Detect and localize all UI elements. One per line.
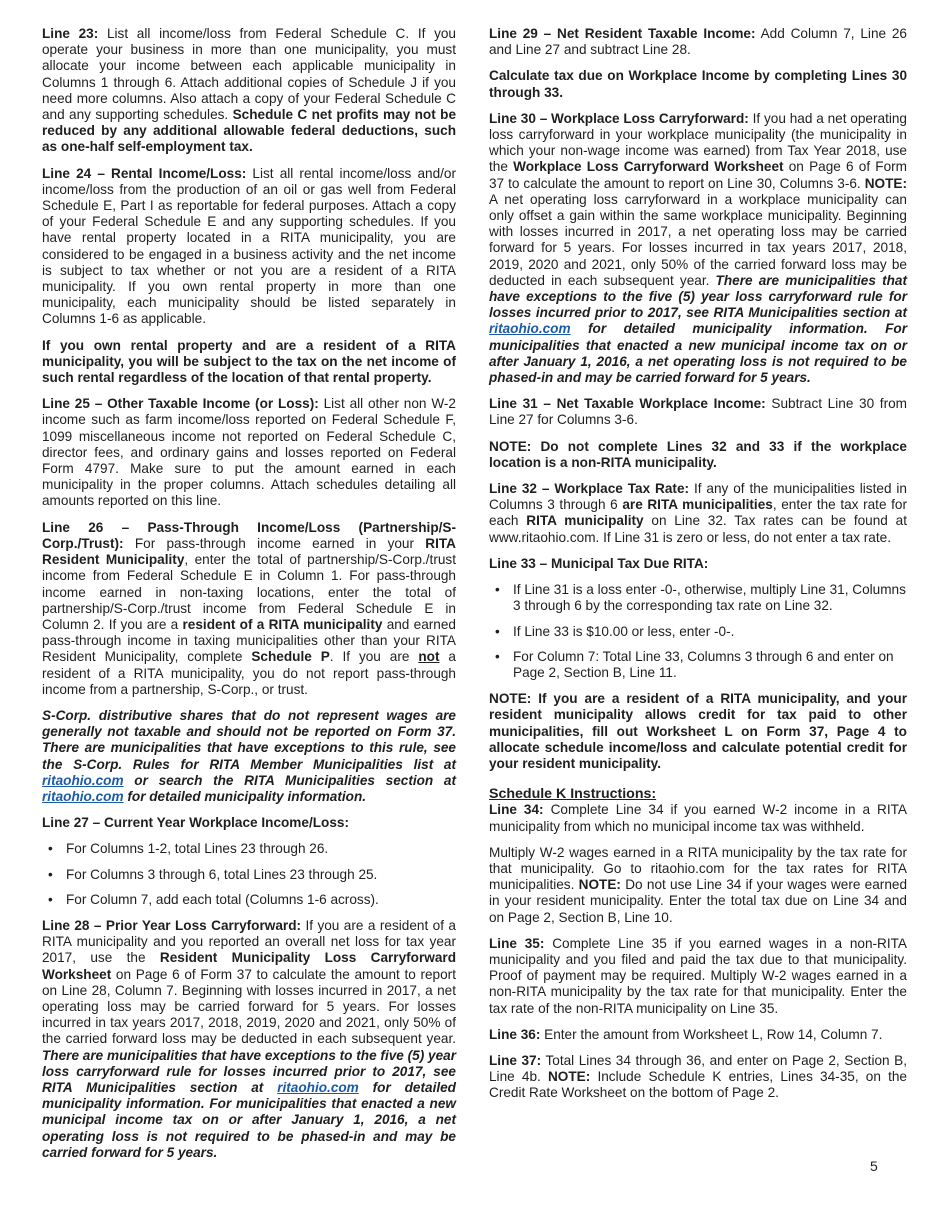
line-34-heading: Line 34:: [489, 802, 544, 818]
line-36-text: Enter the amount from Worksheet L, Row 14, Column 7.: [544, 1026, 883, 1042]
line-23-heading: Line 23:: [42, 26, 99, 41]
list-item: • For Column 7: Total Line 33, Columns 3 through 6 and enter on Page 2, Section B, Line 11.: [489, 649, 907, 681]
list-item: • If Line 31 is a loss enter -0-, otherwise, multiply Line 31, Columns 3 through 6 by the corresponding tax rate on Line 32.: [489, 582, 907, 614]
ritaohio-link-1[interactable]: ritaohio.com: [42, 772, 124, 788]
line-25-text: List all other non W-2 income such as farm income/loss reported on Federal Schedule F, 1099 miscellaneous income not reported on Federal Schedule C, director fees, and ordinary gains and losses reported on Federal Form 4797. Make sure to put the amount earned in each municipality in the proper columns. Attach schedules detailing all amounts reported on this line.: [42, 396, 456, 509]
line-31-paragraph: [489, 396, 907, 428]
line-32-text-1: If any of the municipalities listed in Columns 3 through 6: [489, 481, 907, 513]
calculate-tax-note: Calculate tax due on Workplace Income by completing Lines 30 through 33.: [489, 68, 907, 100]
list-item: • For Column 7, add each total (Columns 1-6 across).: [42, 892, 456, 908]
scorp-text-1: S-Corp. distributive shares that do not represent wages are generally not taxable and should not be reported on Form 37. There are municipalities that have exceptions to this rule, see the S-Corp. Rules for RITA Member Municipalities list at: [42, 707, 456, 772]
line-26-text-1: For pass-through income earned in your: [134, 535, 415, 551]
list-item: • For Columns 1-2, total Lines 23 through 26.: [42, 841, 456, 857]
rental-property-note: If you own rental property and are a resident of a RITA municipality, you will be subject to the tax on the net income of such rental regardless of the location of that rental property.: [42, 337, 456, 386]
line-26-bold-2: resident of a RITA municipality: [182, 616, 383, 632]
right-column: [489, 26, 907, 1112]
ritaohio-link-3[interactable]: ritaohio.com: [277, 1079, 359, 1095]
line-37-heading: Line 37:: [489, 1052, 542, 1068]
line-32-bold-2: RITA municipality: [526, 513, 644, 529]
line-37-text-2: Include Schedule K entries, Lines 34-35, on the Credit Rate Worksheet on the bottom of Page 2.: [489, 1069, 907, 1101]
line-37-paragraph: [489, 1053, 907, 1102]
line-26-heading: Line 26 – Pass-Through Income/Loss (Partnership/S-Corp./Trust):: [42, 519, 456, 551]
page-number: 5: [870, 1158, 878, 1174]
line-36-heading: Line 36:: [489, 1026, 541, 1042]
schedule-k-heading: Schedule K Instructions:: [489, 786, 657, 803]
line-26-not: not: [418, 649, 440, 665]
multiply-text-2: Do not use Line 34 if your wages were earned in your resident municipality. Enter the total tax due on Line 34 and on Page 2, Section B, Line 10.: [489, 877, 908, 925]
line-27-list: [42, 841, 456, 908]
line-35-paragraph: [489, 936, 907, 1017]
line-26-text-4: . If you are: [329, 649, 410, 665]
line-26-bold-3: Schedule P: [251, 649, 330, 665]
line-30-paragraph: [489, 111, 907, 386]
line-37-text-1: Total Lines 34 through 36, and enter on Page 2, Section B, Line 4b.: [489, 1052, 907, 1085]
ritaohio-link-2[interactable]: ritaohio.com: [42, 788, 124, 804]
line-30-exception-2: for detailed municipality information. For municipalities that enacted a new municipal income tax on or after January 1, 2016, a net operating loss is not required to be phased-in and may be carried forward for 5 years.: [489, 321, 907, 386]
left-column: [42, 26, 456, 1171]
line-26-text-5: a resident of a RITA municipality, you do not report pass-through income from a partnership, S-Corp., or trust.: [42, 649, 456, 697]
line-26-paragraph: [42, 520, 456, 698]
line-31-text: Subtract Line 30 from Line 27 for Columns 3-6.: [489, 396, 907, 428]
line-30-heading: Line 30 – Workplace Loss Carryforward:: [489, 110, 749, 126]
line-37-note-label: NOTE:: [547, 1069, 591, 1085]
line-31-heading: Line 31 – Net Taxable Workplace Income:: [489, 396, 766, 412]
line-30-text-1: If you had a net operating loss carryforward in your workplace municipality (the municipality in which your non-wage income was earned) from Tax Year 2018, use the: [489, 110, 907, 175]
line-28-exception-2: for detailed municipality information. For municipalities that enacted a new municipal income tax on or after January 1, 2016, a net operating loss is not required to be phased-in and may be carried forward for 5 years.: [42, 1079, 456, 1160]
ritaohio-link-4[interactable]: ritaohio.com: [489, 321, 571, 337]
list-item: • If Line 33 is $10.00 or less, enter -0-.: [489, 624, 907, 640]
line-32-paragraph: [489, 481, 907, 546]
line-30-text-3: A net operating loss carryforward in a workplace municipality can only offset a gain within the same workplace municipality. Beginning with losses incurred in 2017, a net operating loss may be carried forward for 5 years. For losses incurred in tax years 2017, 2018, 2019, 2020 and 2021, only 50% of the carried forward loss may be deducted in each subsequent year.: [489, 191, 907, 288]
line-24-paragraph: [42, 166, 456, 328]
lines-32-33-note: NOTE: Do not complete Lines 32 and 33 if the workplace location is a non-RITA municipality.: [489, 438, 907, 470]
resident-credit-note: NOTE: If you are a resident of a RITA municipality, and your resident municipality allows credit for tax paid to other municipalities, fill out Worksheet L on Form 37, Page 4 to allocate schedule income/loss and calculate potential credit for your resident municipality.: [489, 691, 907, 771]
line-25-paragraph: [42, 396, 456, 509]
line-23-text: List all income/loss from Federal Schedule C. If you operate your business in more than one municipality, you must allocate your income between each applicable municipality in Columns 1 through 6. Attach additional copies of Schedule J if you need more columns. Also attach a copy of your Federal Schedule C and any supporting schedules.: [42, 26, 456, 123]
line-29-text: Add Column 7, Line 26 and Line 27 and subtract Line 28.: [489, 26, 907, 58]
line-30-note-label: NOTE:: [864, 175, 907, 191]
line-28-paragraph: [42, 918, 456, 1161]
line-23-bold-text: Schedule C net profits may not be reduced by any additional allowable federal deductions, such as one-half self-employment tax.: [42, 107, 456, 155]
line-28-text-2: on Page 6 of Form 37 to calculate the amount to report on Line 28, Column 7. Beginning with losses incurred in 2017, a net operating loss may be carried forward for 5 years. For losses incurred in tax years 2017, 2018, 2019, 2020 and 2021, only 50% of the carried forward loss may be deducted in each subsequent year.: [42, 966, 456, 1047]
line-32-text-2: , enter the tax rate for each: [489, 497, 907, 529]
line-23-paragraph: [42, 26, 456, 156]
line-34-text: Complete Line 34 if you earned W-2 income in a RITA municipality from which no municipal income tax was withheld.: [489, 802, 907, 834]
line-28-heading: Line 28 – Prior Year Loss Carryforward:: [42, 917, 302, 933]
line-25-heading: Line 25 – Other Taxable Income (or Loss):: [42, 396, 319, 412]
line-35-heading: Line 35:: [489, 935, 545, 951]
multiply-wages-paragraph: [489, 845, 907, 926]
line-30-text-2: on Page 6 of Form 37 to calculate the amount to report on Line 30, Columns 3-6.: [489, 159, 908, 191]
list-item: • For Columns 3 through 6, total Lines 23 through 25.: [42, 867, 456, 883]
line-29-heading: Line 29 – Net Resident Taxable Income:: [489, 26, 756, 41]
line-32-bold-1: are RITA municipalities: [622, 497, 773, 513]
line-29-paragraph: [489, 26, 907, 58]
line-24-heading: Line 24 – Rental Income/Loss:: [42, 165, 247, 181]
line-33-heading: Line 33 – Municipal Tax Due RITA:: [489, 555, 709, 571]
multiply-note-label: NOTE:: [578, 877, 621, 893]
line-26-bold-1: RITA Resident Municipality: [42, 535, 457, 568]
line-34-paragraph: [489, 802, 907, 834]
line-27-heading: Line 27 – Current Year Workplace Income/Loss:: [42, 815, 349, 831]
line-26-text-3: and earned pass-through income in taxing municipalities other than your RITA Resident Municipality, complete: [42, 616, 456, 665]
line-30-exception-1: There are municipalities that have exceptions to the five (5) year loss carryforward rule for losses incurred prior to 2017, see RITA Municipalities section at: [489, 272, 907, 321]
line-36-paragraph: [489, 1027, 907, 1043]
line-30-bold-1: Workplace Loss Carryforward Worksheet: [513, 159, 784, 175]
scorp-text-3: for detailed municipality information.: [127, 788, 367, 804]
line-32-heading: Line 32 – Workplace Tax Rate:: [489, 481, 690, 497]
line-28-text-1: If you are a resident of a RITA municipality and you reported an overall net loss for tax year 2017, use the: [42, 917, 456, 966]
line-32-text-3: on Line 32. Tax rates can be found at www.ritaohio.com. If Line 31 is zero or less, do not enter a tax rate.: [489, 513, 907, 545]
line-24-text: List all rental income/loss and/or income/loss from the production of an oil or gas well from Federal Schedule E, Part I as reportable for federal purposes. Attach a copy of your Federal Schedule E and any supporting schedules. If you have rental property located in a RITA municipality, you are considered to be engaged in a business activity and the net income is subject to tax whether or not you are a resident of a RITA municipality. If you own rental property in more than one municipality, each municipality should be listed separately in Columns 1-6 as applicable.: [42, 165, 456, 327]
line-28-bold-1: Resident Municipality Loss Carryforward Worksheet: [42, 950, 457, 982]
multiply-text-1: Multiply W-2 wages earned in a RITA municipality by the tax rate for that municipality. Go to ritaohio.com for the tax rates for RITA municipalities.: [489, 844, 907, 893]
line-28-exception-1: There are municipalities that have exceptions to the five (5) year loss carryforward rule for losses incurred prior to 2017, see RITA Municipalities section at: [42, 1047, 456, 1095]
scorp-note: [42, 708, 456, 805]
line-26-text-2: , enter the total of partnership/S-Corp./trust income from Federal Schedule E in Column 1. For pass-through income earned in non-taxing locations, enter the total of partnership/S-Corp./trust income from Federal Schedule E in Column 2. If you are a: [42, 552, 456, 632]
scorp-text-2: or search the RITA Municipalities section at: [134, 772, 457, 788]
line-33-list: [489, 582, 907, 681]
line-35-text: Complete Line 35 if you earned wages in a non-RITA municipality and you filed and paid the tax due to that municipality. Proof of payment may be required. Multiply W-2 wages earned in a non-RITA municipality by the tax rate for that municipality. Enter the tax rate of the non-RITA municipality on Line 35.: [489, 935, 907, 1016]
